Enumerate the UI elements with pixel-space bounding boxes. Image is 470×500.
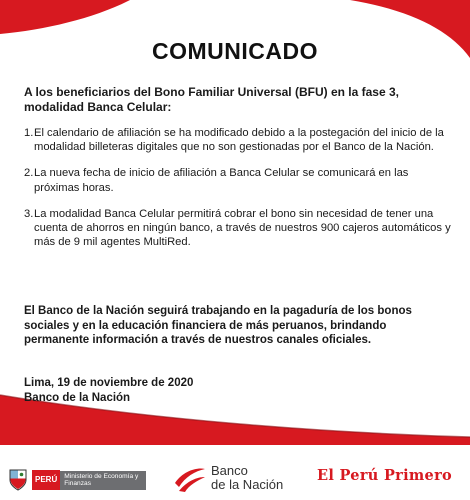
- el-peru-primero-logo: El Perú Primero: [316, 467, 452, 484]
- signature-block: [24, 376, 324, 405]
- ministry-label: Ministerio de Economía y Finanzas: [60, 471, 146, 490]
- list-item: [24, 126, 454, 154]
- footer-logos: [0, 455, 470, 500]
- intro-text: A los beneficiarios del Bono Familiar Universal (BFU) en la fase 3, modalidad Banca Celular:: [24, 85, 399, 114]
- page-title: COMUNICADO: [152, 38, 318, 64]
- item-text: El calendario de afiliación se ha modificado debido a la postegación del inicio de la modalidad billeteras digitales que no son gestionadas por el Banco de la Nación.: [34, 127, 444, 154]
- bn-line1: Banco: [211, 463, 248, 478]
- bn-line2: de la Nación: [211, 477, 284, 492]
- closing-paragraph: El Banco de la Nación seguirá trabajando en la pagaduría de los bonos sociales y en la educación financiera de más peruanos, brindando permanente información a través de nuestros canales oficiales.: [24, 305, 412, 346]
- signature-org: Banco de la Nación: [24, 391, 131, 404]
- item-number: 3.: [24, 207, 34, 220]
- item-number: 1.: [24, 127, 34, 139]
- banco-nacion-logo: [173, 463, 283, 493]
- item-text: La modalidad Banca Celular permitirá cobrar el bono sin necesidad de tener una cuenta de ahorros en ningún banco, a través de nuestros 900 cajeros automáticos y más de 9 mil agentes MultiRed.: [34, 207, 451, 249]
- signature-date: Lima, 19 de noviembre de 2020: [24, 377, 194, 389]
- item-text: La nueva fecha de inicio de afiliación a Banca Celular se comunicará en las próximas horas.: [34, 167, 409, 194]
- list-item: [24, 207, 454, 250]
- mef-logo: [8, 465, 146, 495]
- peru-label: PERÚ: [32, 470, 60, 490]
- banco-nacion-logo-icon: [173, 463, 207, 493]
- item-number: 2.: [24, 167, 34, 180]
- top-left-swoosh: [0, 0, 130, 40]
- peru-shield-icon: [8, 468, 28, 492]
- list-item: [24, 166, 454, 194]
- numbered-list: [24, 126, 454, 261]
